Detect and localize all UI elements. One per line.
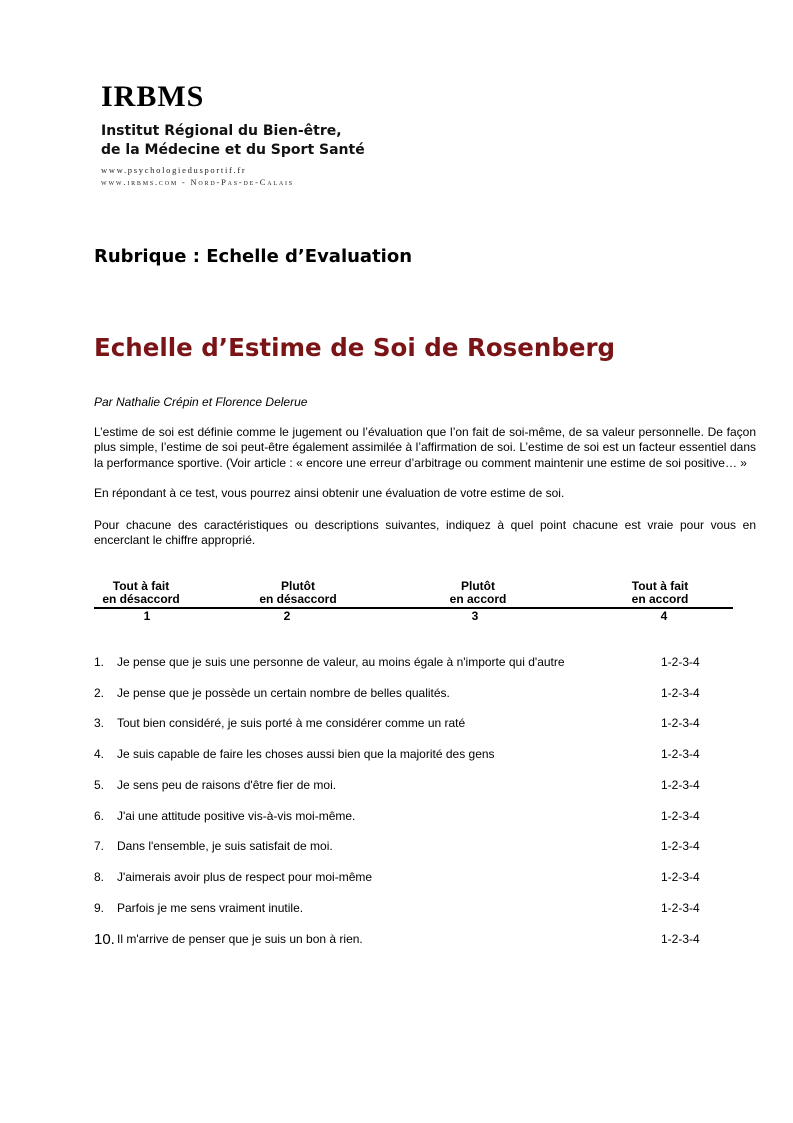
- brand-logo: IRBMS: [101, 80, 205, 113]
- scale-number: 4: [660, 609, 668, 623]
- scale-label-line1: Plutôt: [461, 579, 495, 593]
- test-purpose-paragraph: En répondant à ce test, vous pourrez ainsi obtenir une évaluation de votre estime de soi.: [94, 486, 565, 500]
- item-statement: Tout bien considéré, je suis porté à me considérer comme un raté: [117, 716, 466, 730]
- item-answer-choices[interactable]: 1-2-3-4: [661, 901, 700, 915]
- scale-label-line2: en accord: [631, 592, 689, 606]
- intro-paragraph: L’estime de soi est définie comme le jugement ou l’évaluation que l’on fait de soi-même, de sa valeur personnelle. De façon plus simple, l’estime de soi peut-être également assimilée à l’affirmation de soi. L’estime de soi est un facteur essentiel dans la performance sportive. (Voir article : « encore une erreur d’arbitrage ou comment maintenir une estime de soi positive… »: [94, 425, 756, 470]
- scale-column-4: [600, 580, 720, 606]
- item-answer-choices[interactable]: 1-2-3-4: [661, 747, 700, 761]
- instructions-paragraph: Pour chacune des caractéristiques ou descriptions suivantes, indiquez à quel point chacune est vraie pour vous en encerclant le chiffre approprié.: [94, 518, 756, 548]
- item-statement: J'ai une attitude positive vis-à-vis moi-même.: [117, 809, 356, 823]
- item-statement: Je suis capable de faire les choses aussi bien que la majorité des gens: [117, 747, 495, 761]
- scale-number: 3: [471, 609, 479, 623]
- item-statement: Il m'arrive de penser que je suis un bon à rien.: [117, 932, 363, 946]
- item-statement: Dans l'ensemble, je suis satisfait de moi.: [117, 839, 333, 853]
- scale-label-line2: en désaccord: [259, 592, 337, 606]
- item-answer-choices[interactable]: 1-2-3-4: [661, 839, 700, 853]
- scale-column-2: [238, 580, 358, 606]
- institute-name-line2: de la Médecine et du Sport Santé: [101, 142, 365, 158]
- item-number: 1.: [94, 655, 105, 669]
- item-answer-choices[interactable]: 1-2-3-4: [661, 932, 700, 946]
- institute-name-line1: Institut Régional du Bien-être,: [101, 123, 342, 139]
- item-answer-choices[interactable]: 1-2-3-4: [661, 686, 700, 700]
- item-answer-choices[interactable]: 1-2-3-4: [661, 870, 700, 884]
- website-link-1: www.psychologiedusportif.fr: [101, 165, 247, 175]
- item-number: 10.: [94, 931, 115, 948]
- scale-number: 1: [143, 609, 151, 623]
- scale-column-1: [81, 580, 201, 606]
- item-number: 7.: [94, 839, 105, 853]
- scale-label-line1: Tout à fait: [112, 579, 170, 593]
- scale-divider: [94, 607, 733, 609]
- item-number: 8.: [94, 870, 105, 884]
- item-number: 6.: [94, 809, 105, 823]
- item-statement: Je sens peu de raisons d'être fier de moi.: [117, 778, 337, 792]
- scale-column-3: [418, 580, 538, 606]
- item-number: 4.: [94, 747, 105, 761]
- item-statement: Je pense que je suis une personne de valeur, au moins égale à n'importe qui d'autre: [117, 655, 565, 669]
- item-statement: Je pense que je possède un certain nombre de belles qualités.: [117, 686, 450, 700]
- item-number: 2.: [94, 686, 105, 700]
- item-answer-choices[interactable]: 1-2-3-4: [661, 655, 700, 669]
- item-answer-choices[interactable]: 1-2-3-4: [661, 778, 700, 792]
- item-answer-choices[interactable]: 1-2-3-4: [661, 716, 700, 730]
- scale-label-line2: en désaccord: [102, 592, 180, 606]
- scale-label-line2: en accord: [449, 592, 507, 606]
- authors-line: Par Nathalie Crépin et Florence Delerue: [94, 395, 308, 409]
- item-answer-choices[interactable]: 1-2-3-4: [661, 809, 700, 823]
- item-number: 5.: [94, 778, 105, 792]
- scale-number: 2: [283, 609, 291, 623]
- item-number: 9.: [94, 901, 105, 915]
- item-number: 3.: [94, 716, 105, 730]
- item-statement: J'aimerais avoir plus de respect pour moi-même: [117, 870, 373, 884]
- section-heading: Rubrique : Echelle d’Evaluation: [94, 246, 413, 267]
- scale-label-line1: Plutôt: [281, 579, 315, 593]
- scale-label-line1: Tout à fait: [631, 579, 689, 593]
- item-statement: Parfois je me sens vraiment inutile.: [117, 901, 304, 915]
- website-link-2: www.irbms.com - Nord-Pas-de-Calais: [101, 177, 294, 187]
- page-title: Echelle d’Estime de Soi de Rosenberg: [94, 333, 616, 362]
